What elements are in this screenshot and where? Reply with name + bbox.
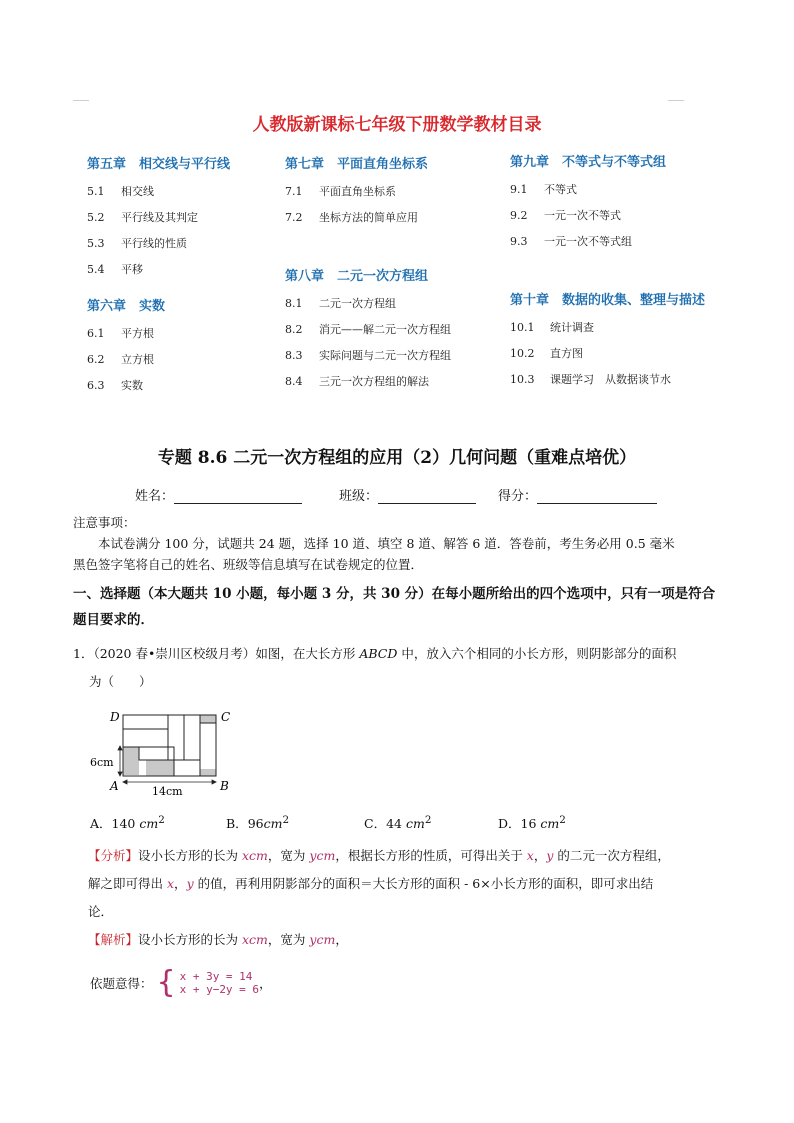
toc-chapter: 第六章 实数	[87, 299, 166, 314]
toc-section: 5.2 平行线及其判定	[87, 211, 198, 224]
notice-body: 本试卷满分 100 分，试题共 24 题，选择 10 道、填空 8 道、解答 6 道．答卷前，考生务必用 0.5 毫米 黑色签字笔将自己的姓名、班级等信息填写在试卷规定的位置．	[73, 536, 675, 572]
question-1: 1．（2020 春•崇川区校级月考）如图，在大长方形 ABCD 中，放入六个相同的小长方形，则阴影部分的面积 为（ ）	[73, 646, 677, 689]
toc-section: 8.4 三元一次方程组的解法	[285, 375, 429, 388]
height-dimension-label: 6cm	[90, 756, 114, 769]
toc-chapter: 第十章 数据的收集、整理与描述	[510, 293, 706, 308]
toc-section: 10.1 统计调查	[510, 321, 594, 334]
toc-title: 人教版新课标七年级下册数学教材目录	[252, 115, 542, 135]
toc-column-3	[510, 151, 740, 397]
analysis-tag: 【分析】	[88, 848, 139, 863]
option-c[interactable]: C．44 $cm^2$	[364, 814, 432, 832]
toc-section: 5.3 平行线的性质	[87, 237, 187, 250]
toc-section: 5.4 平移	[87, 263, 143, 276]
option-d[interactable]: D．16 $cm^2$	[498, 814, 566, 832]
toc-section: 6.2 立方根	[87, 353, 154, 366]
toc-chapter: 第七章 平面直角坐标系	[285, 157, 429, 172]
toc-chapter: 第八章 二元一次方程组	[285, 269, 429, 284]
toc-section: 9.1 不等式	[510, 183, 577, 196]
analysis-block: 【分析】设小长方形的长为 xcm，宽为 ycm，根据长方形的性质，可得出关于 x，y 的二元一次方程组， 解之即可得出 x，y 的值，再利用阴影部分的面积＝大长方形的面积 - 6×小长方形的面积，即可求出结 论．	[88, 848, 670, 919]
equation-system: 依题意得： { x + 3y = 14 x + y−2y = 6 ，	[90, 965, 272, 1000]
toc-section: 7.2 坐标方法的简单应用	[285, 211, 418, 224]
toc-section: 8.2 消元——解二元一次方程组	[285, 323, 451, 336]
toc-section: 10.2 直方图	[510, 347, 583, 360]
rectangle-figure	[90, 705, 240, 800]
option-a[interactable]: A．140 $cm^2$	[90, 814, 165, 832]
exam-title: 专题 8.6 二元一次方程组的应用（2）几何问题（重难点培优）	[157, 448, 637, 468]
solution-tag: 【解析】	[88, 932, 139, 947]
width-dimension-label: 14cm	[152, 785, 183, 798]
toc-section: 8.3 实际问题与二元一次方程组	[285, 349, 451, 362]
toc-section: 9.3 一元一次不等式组	[510, 235, 632, 248]
toc-section: 6.1 平方根	[87, 327, 154, 340]
toc-section: 6.3 实数	[87, 379, 143, 392]
score-field[interactable]	[498, 485, 657, 504]
vertex-c-label: C	[221, 710, 231, 724]
page-corner-mark-left	[73, 100, 89, 101]
toc-column-1	[87, 153, 277, 403]
equation-2: x + y−2y = 6	[179, 983, 260, 996]
name-field[interactable]	[135, 485, 302, 504]
toc-section: 8.1 二元一次方程组	[285, 297, 396, 310]
class-label: 班级：	[339, 489, 379, 504]
toc-section: 10.3 课题学习 从数据谈节水	[510, 373, 671, 386]
toc-chapter: 第五章 相交线与平行线	[87, 157, 231, 172]
equation-1: x + 3y = 14	[179, 970, 253, 983]
option-b[interactable]: B．$96cm^2$	[226, 814, 290, 832]
toc-section: 5.1 相交线	[87, 185, 154, 198]
score-label: 得分：	[498, 489, 538, 504]
name-label: 姓名：	[135, 489, 175, 504]
brace: {	[156, 965, 176, 1000]
equation-intro: 依题意得：	[90, 976, 153, 991]
vertex-d-label: D	[110, 710, 120, 724]
toc-column-2	[285, 153, 505, 399]
toc-section: 7.1 平面直角坐标系	[285, 185, 396, 198]
vertex-a-label: A	[110, 779, 119, 793]
section-heading: 一、选择题（本大题共 10 小题，每小题 3 分，共 30 分）在每小题所给出的四个选项中，只有一项是符合 题目要求的．	[73, 586, 716, 628]
toc-section: 9.2 一元一次不等式	[510, 209, 621, 222]
notice-title: 注意事项：	[73, 515, 136, 530]
solution-block: 【解析】设小长方形的长为 xcm，宽为 ycm，	[88, 932, 348, 947]
toc-chapter: 第九章 不等式与不等式组	[510, 155, 667, 170]
page-corner-mark-right	[668, 100, 684, 101]
vertex-b-label: B	[220, 779, 229, 793]
class-field[interactable]	[339, 485, 476, 504]
